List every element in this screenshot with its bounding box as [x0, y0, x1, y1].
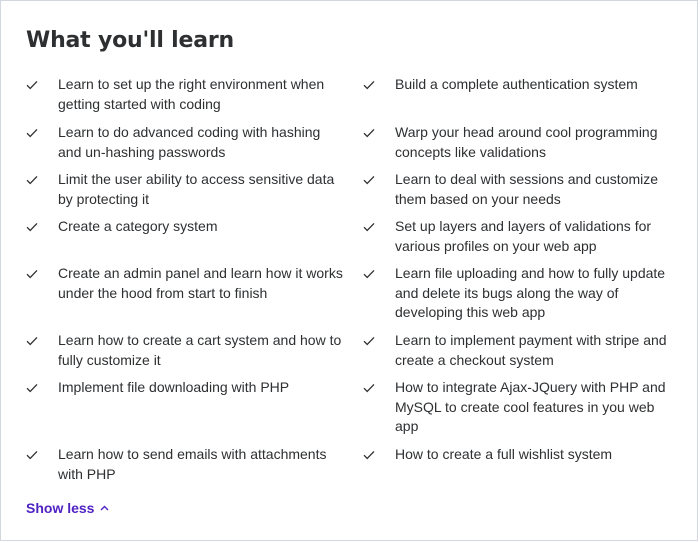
outcome-item: [26, 378, 344, 398]
outcome-item: [363, 378, 675, 437]
outcome-text: Learn how to create a cart system and how to fully customize it: [58, 332, 342, 368]
outcome-text: Learn to do advanced coding with hashing and un-hashing passwords: [58, 124, 321, 160]
outcome-text: Learn to set up the right environment when getting started with coding: [58, 76, 325, 112]
outcome-text: Build a complete authentication system: [395, 76, 638, 92]
outcome-text: Limit the user ability to access sensitive data by protecting it: [58, 171, 335, 207]
outcome-item: [363, 123, 675, 162]
outcome-text: Learn to implement payment with stripe and create a checkout system: [395, 332, 667, 368]
chevron-up-icon: [100, 503, 110, 513]
outcome-item: [26, 123, 344, 162]
outcome-text: Learn file uploading and how to fully update and delete its bugs along the way of developing this web app: [395, 265, 666, 321]
show-less-button[interactable]: [26, 499, 110, 517]
check-icon: [363, 378, 395, 398]
check-icon: [363, 170, 395, 190]
outcome-text: Warp your head around cool programming concepts like validations: [395, 124, 658, 160]
check-icon: [363, 217, 395, 237]
check-icon: [363, 331, 395, 351]
check-icon: [363, 75, 395, 95]
outcome-text: Implement file downloading with PHP: [58, 379, 290, 395]
check-icon: [26, 264, 58, 284]
check-icon: [363, 264, 395, 284]
outcome-text: Learn to deal with sessions and customize them based on your needs: [395, 171, 659, 207]
check-icon: [26, 331, 58, 351]
outcome-item: [363, 264, 675, 323]
outcome-text: Create an admin panel and learn how it works under the hood from start to finish: [58, 265, 343, 301]
outcome-text: Set up layers and layers of validations for various profiles on your web app: [395, 218, 652, 254]
check-icon: [26, 170, 58, 190]
outcome-item: [26, 331, 344, 370]
outcome-text: How to create a full wishlist system: [395, 446, 613, 462]
outcome-item: [26, 75, 344, 114]
outcome-item: [363, 170, 675, 209]
check-icon: [26, 75, 58, 95]
check-icon: [26, 378, 58, 398]
check-icon: [26, 123, 58, 143]
section-title: What you'll learn: [26, 28, 234, 53]
outcome-item: [363, 445, 675, 465]
show-less-label: Show less: [26, 500, 95, 516]
outcome-item: [26, 217, 344, 237]
check-icon: [363, 445, 395, 465]
outcome-text: Learn how to send emails with attachments with PHP: [58, 446, 327, 482]
check-icon: [363, 123, 395, 143]
check-icon: [26, 217, 58, 237]
outcome-item: [363, 75, 675, 95]
outcome-item: [363, 217, 675, 256]
outcome-item: [26, 170, 344, 209]
outcome-item: [26, 264, 344, 303]
outcome-text: Create a category system: [58, 218, 218, 234]
outcome-item: [26, 445, 344, 484]
outcome-item: [363, 331, 675, 370]
outcome-text: How to integrate Ajax-JQuery with PHP and MySQL to create cool features in you web app: [395, 379, 666, 435]
check-icon: [26, 445, 58, 465]
